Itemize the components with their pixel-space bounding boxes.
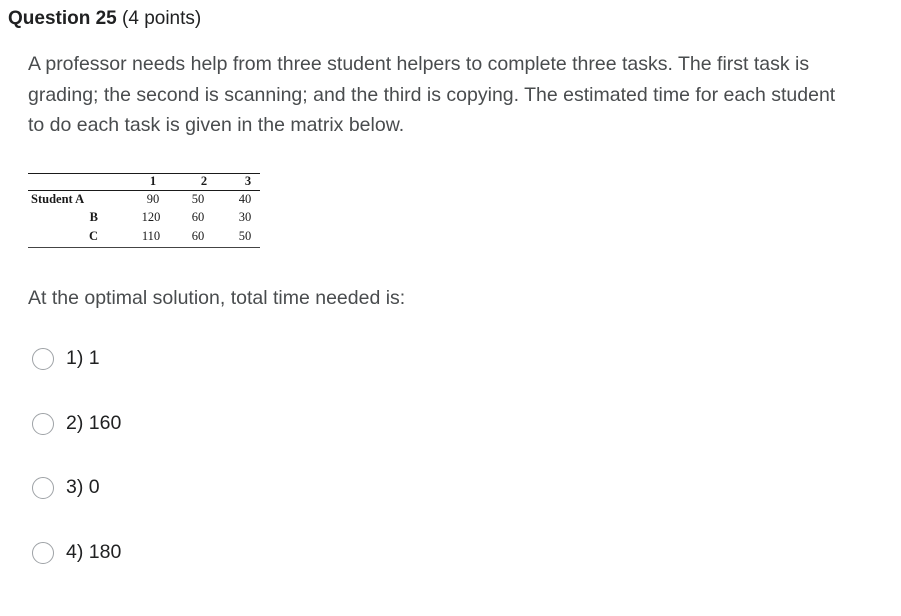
question-stem: At the optimal solution, total time needed is: — [28, 287, 406, 309]
radio-button-icon[interactable] — [32, 477, 54, 499]
matrix-cell-c-1: 110 — [141, 229, 161, 243]
question-header — [8, 8, 201, 30]
radio-button-icon[interactable] — [32, 413, 54, 435]
matrix-row-label-a: Student A — [31, 192, 85, 206]
answer-option-label: 3) 0 — [66, 476, 100, 498]
matrix-cell-b-1: 120 — [141, 210, 161, 224]
answer-option-2[interactable] — [32, 412, 121, 435]
answer-option-1[interactable] — [32, 347, 100, 370]
matrix-cell-b-3: 30 — [238, 210, 252, 224]
matrix-col-header-2: 2 — [200, 174, 208, 188]
answer-option-label: 2) 160 — [66, 412, 122, 434]
matrix-row-label-c: C — [88, 229, 98, 243]
matrix-bottom-rule — [28, 247, 260, 248]
matrix-header-rule — [28, 190, 260, 191]
matrix-cell-b-2: 60 — [191, 210, 205, 224]
answer-option-3[interactable] — [32, 476, 100, 499]
question-prompt: A professor needs help from three student helpers to complete three tasks. The first task is grading; the second is scanning; and the third is copying. The estimated time for each student to do each task is given in the matrix below. — [28, 53, 836, 136]
radio-button-icon[interactable] — [32, 348, 54, 370]
answer-option-4[interactable] — [32, 541, 121, 564]
question-title: Question 25 — [8, 8, 117, 29]
matrix-cell-a-3: 40 — [238, 192, 252, 206]
matrix-cell-c-2: 60 — [191, 229, 205, 243]
matrix-cell-a-2: 50 — [191, 192, 205, 206]
matrix-cell-c-3: 50 — [238, 229, 252, 243]
answer-option-label: 4) 180 — [66, 541, 122, 563]
matrix-col-header-1: 1 — [149, 174, 157, 188]
matrix-col-header-3: 3 — [244, 174, 252, 188]
radio-button-icon[interactable] — [32, 542, 54, 564]
answer-option-label: 1) 1 — [66, 347, 100, 369]
question-points: (4 points) — [122, 8, 202, 29]
matrix-cell-a-1: 90 — [146, 192, 160, 206]
matrix-row-label-b: B — [89, 210, 98, 224]
